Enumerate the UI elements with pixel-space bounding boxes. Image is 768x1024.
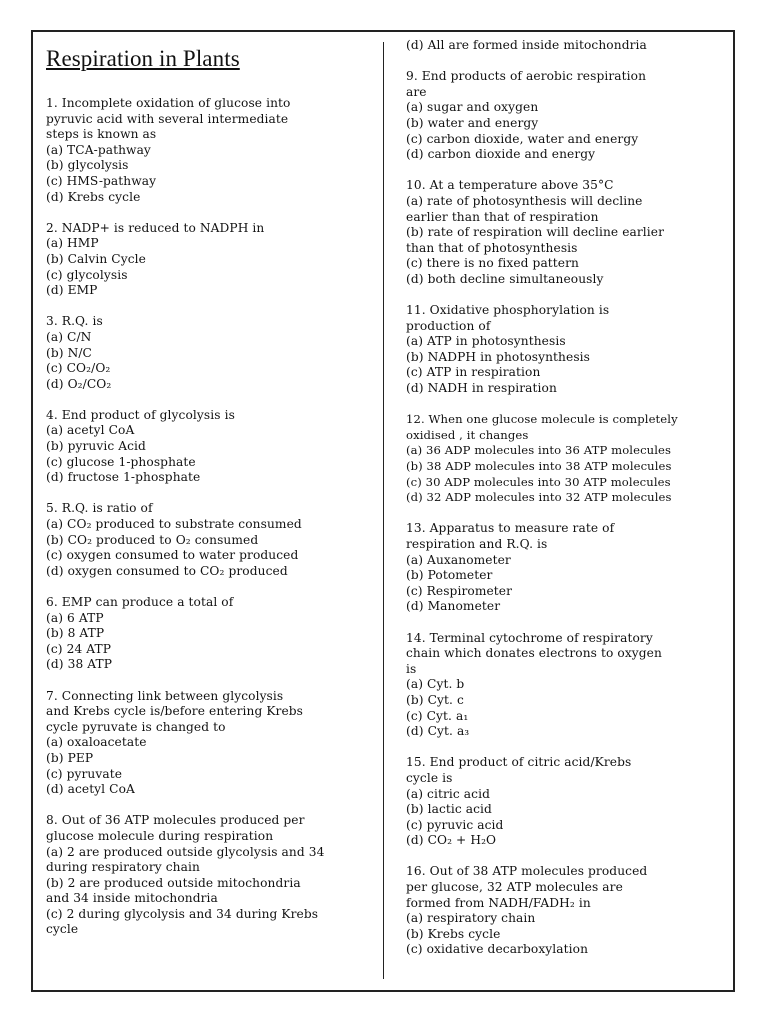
question-line: (a) ATP in photosynthesis bbox=[406, 334, 566, 349]
question-line: (a) acetyl CoA bbox=[46, 423, 135, 438]
question-line: (c) 2 during glycolysis and 34 during Krebs bbox=[46, 906, 319, 921]
question-line: (b) Krebs cycle bbox=[406, 926, 501, 941]
question-line: (a) rate of photosynthesis will decline bbox=[406, 193, 643, 208]
question-text: 2. NADP+ is reduced to NADPH in bbox=[46, 220, 265, 235]
question-line: (c) pyruvate bbox=[46, 766, 123, 781]
question-line: cycle bbox=[46, 922, 79, 937]
question-block bbox=[46, 689, 376, 798]
question-line: (d) O₂/CO₂ bbox=[46, 376, 112, 391]
question-line: (c) glycolysis bbox=[46, 267, 128, 282]
question-line: (d) CO₂ + H₂O bbox=[406, 833, 497, 848]
right-question-list bbox=[406, 38, 724, 958]
question-text: 4. End product of glycolysis is bbox=[46, 407, 235, 422]
question-line: (a) Cyt. b bbox=[406, 677, 465, 692]
question-line: steps is known as bbox=[46, 127, 157, 142]
question-text: 10. At a temperature above 35°C bbox=[406, 178, 614, 193]
question-line: during respiratory chain bbox=[46, 860, 200, 875]
question-line: (d) oxygen consumed to CO₂ produced bbox=[46, 563, 288, 578]
question-line: (a) 2 are produced outside glycolysis and 34 bbox=[46, 844, 325, 859]
question-block bbox=[406, 38, 724, 54]
question-line: (d) carbon dioxide and energy bbox=[406, 147, 596, 162]
question-line: (a) oxaloacetate bbox=[46, 735, 147, 750]
question-line: (c) CO₂/O₂ bbox=[46, 361, 111, 376]
left-question-list bbox=[46, 96, 376, 938]
question-block bbox=[406, 864, 724, 958]
question-line: (a) C/N bbox=[46, 329, 92, 344]
question-text: 11. Oxidative phosphorylation is bbox=[406, 303, 610, 318]
question-line: earlier than that of respiration bbox=[406, 209, 599, 224]
question-line: (b) lactic acid bbox=[406, 802, 492, 817]
question-block bbox=[406, 178, 724, 287]
question-line: (b) 8 ATP bbox=[46, 626, 105, 641]
question-line: (c) carbon dioxide, water and energy bbox=[406, 131, 639, 146]
question-line: and Krebs cycle is/before entering Krebs bbox=[46, 704, 304, 719]
question-text: 16. Out of 38 ATP molecules produced bbox=[406, 864, 648, 879]
question-block bbox=[46, 595, 376, 673]
question-line: (a) respiratory chain bbox=[406, 911, 536, 926]
question-line: respiration and R.Q. is bbox=[406, 537, 548, 551]
question-line: (d) acetyl CoA bbox=[46, 782, 135, 797]
question-line: (d) NADH in respiration bbox=[406, 381, 557, 396]
question-line: (c) ATP in respiration bbox=[406, 365, 541, 380]
question-line: (d) 38 ATP bbox=[46, 657, 113, 672]
question-line: (c) pyruvic acid bbox=[406, 817, 504, 832]
question-line: (a) Auxanometer bbox=[406, 552, 511, 567]
question-line: (b) Cyt. c bbox=[406, 692, 464, 707]
question-text: 5. R.Q. is ratio of bbox=[46, 501, 153, 516]
question-line: (b) CO₂ produced to O₂ consumed bbox=[46, 532, 259, 547]
question-block bbox=[46, 221, 376, 299]
question-line: (b) PEP bbox=[46, 750, 94, 765]
question-text: 8. Out of 36 ATP molecules produced per bbox=[46, 813, 305, 828]
question-line: (c) Respirometer bbox=[406, 583, 513, 598]
question-text: 14. Terminal cytochrome of respiratory bbox=[406, 630, 653, 645]
question-line: cycle is bbox=[406, 770, 453, 785]
question-block bbox=[406, 412, 724, 506]
question-text: (d) All are formed inside mitochondria bbox=[406, 38, 647, 52]
question-block bbox=[406, 755, 724, 849]
question-line: (d) Manometer bbox=[406, 599, 501, 614]
question-line: (b) N/C bbox=[46, 345, 92, 360]
question-line: (b) NADPH in photosynthesis bbox=[406, 349, 591, 364]
question-line: (b) pyruvic Acid bbox=[46, 439, 146, 454]
question-text: 9. End products of aerobic respiration bbox=[406, 69, 647, 84]
right-column bbox=[406, 38, 724, 974]
question-text: 12. When one glucose molecule is completely bbox=[406, 412, 678, 427]
question-block bbox=[406, 303, 724, 397]
question-block bbox=[46, 408, 376, 486]
question-line: chain which donates electrons to oxygen bbox=[406, 646, 662, 661]
question-line: production of bbox=[406, 318, 491, 333]
question-line: (c) Cyt. a₁ bbox=[406, 708, 469, 723]
question-line: per glucose, 32 ATP molecules are bbox=[406, 880, 623, 895]
question-line: (b) rate of respiration will decline earlier bbox=[406, 225, 665, 240]
question-text: 15. End product of citric acid/Krebs bbox=[406, 755, 632, 770]
question-line: (b) 38 ADP molecules into 38 ATP molecules bbox=[406, 459, 672, 474]
question-line: (a) sugar and oxygen bbox=[406, 100, 539, 115]
question-line: (a) 36 ADP molecules into 36 ATP molecules bbox=[406, 443, 672, 458]
question-line: (b) water and energy bbox=[406, 115, 539, 130]
question-block bbox=[406, 521, 724, 615]
question-line: (c) 30 ADP molecules into 30 ATP molecules bbox=[406, 474, 671, 489]
question-block bbox=[46, 96, 376, 205]
question-line: pyruvic acid with several intermediate bbox=[46, 111, 289, 126]
question-line: (d) 32 ADP molecules into 32 ATP molecules bbox=[406, 490, 672, 505]
question-line: is bbox=[406, 661, 417, 676]
question-line: (a) TCA-pathway bbox=[46, 142, 151, 157]
question-line: than that of photosynthesis bbox=[406, 240, 578, 255]
question-line: (c) 24 ATP bbox=[46, 641, 112, 656]
question-text: 6. EMP can produce a total of bbox=[46, 595, 234, 609]
question-line: (a) HMP bbox=[46, 236, 99, 251]
question-line: formed from NADH/FADH₂ in bbox=[406, 895, 591, 910]
question-line: (a) citric acid bbox=[406, 786, 490, 801]
question-line: cycle pyruvate is changed to bbox=[46, 719, 226, 734]
question-block bbox=[406, 631, 724, 740]
question-line: (c) oxygen consumed to water produced bbox=[46, 548, 299, 563]
question-line: (d) Krebs cycle bbox=[46, 189, 141, 204]
question-line: (a) 6 ATP bbox=[46, 610, 104, 625]
document-title: Respiration in Plants bbox=[46, 46, 240, 71]
question-line: (d) EMP bbox=[46, 283, 98, 298]
question-line: (c) HMS-pathway bbox=[46, 173, 157, 188]
question-line: (c) oxidative decarboxylation bbox=[406, 942, 589, 957]
question-line: glucose molecule during respiration bbox=[46, 828, 274, 843]
question-block bbox=[46, 501, 376, 579]
question-line: and 34 inside mitochondria bbox=[46, 891, 218, 906]
question-text: 3. R.Q. is bbox=[46, 314, 103, 329]
question-line: (d) fructose 1-phosphate bbox=[46, 470, 201, 485]
question-line: (b) Calvin Cycle bbox=[46, 251, 146, 266]
question-line: (c) there is no fixed pattern bbox=[406, 256, 579, 271]
question-block bbox=[406, 69, 724, 163]
question-text: 7. Connecting link between glycolysis bbox=[46, 688, 284, 703]
question-line: oxidised , it changes bbox=[406, 427, 529, 442]
question-text: 13. Apparatus to measure rate of bbox=[406, 521, 615, 536]
question-line: are bbox=[406, 84, 427, 99]
question-block bbox=[46, 813, 376, 938]
question-line: (d) both decline simultaneously bbox=[406, 271, 604, 286]
left-column bbox=[46, 44, 376, 954]
question-line: (b) Potometer bbox=[406, 568, 493, 583]
question-line: (b) glycolysis bbox=[46, 158, 129, 173]
column-divider bbox=[383, 42, 384, 979]
question-line: (b) 2 are produced outside mitochondria bbox=[46, 875, 301, 890]
question-line: (a) CO₂ produced to substrate consumed bbox=[46, 517, 302, 532]
question-line: (c) glucose 1-phosphate bbox=[46, 454, 196, 469]
question-block bbox=[46, 314, 376, 392]
question-text: 1. Incomplete oxidation of glucose into bbox=[46, 96, 291, 110]
question-line: (d) Cyt. a₃ bbox=[406, 724, 470, 739]
